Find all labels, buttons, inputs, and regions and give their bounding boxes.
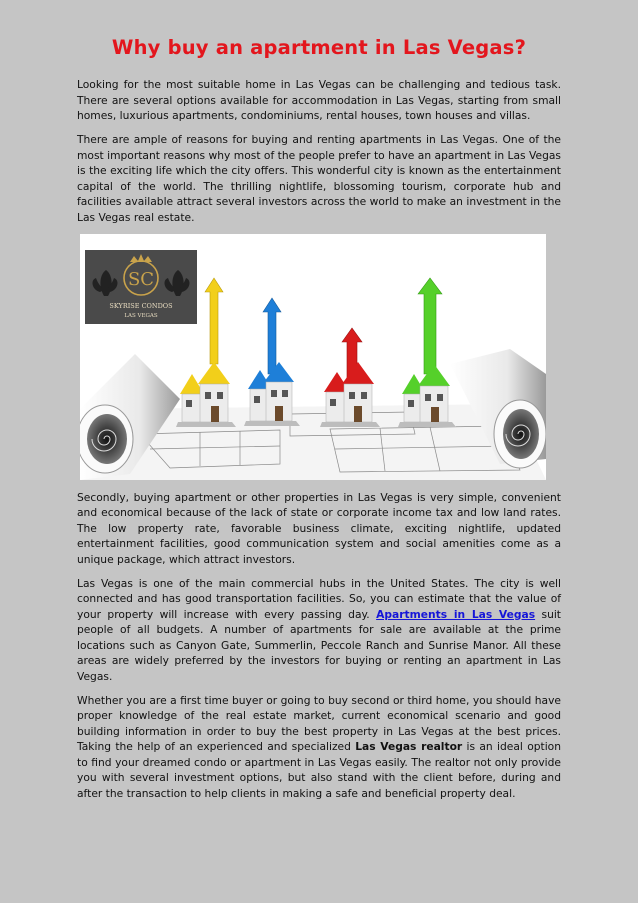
paragraph-reasons: There are ample of reasons for buying and renting apartments in Las Vegas. One of the most important reasons why most of the people prefer to have an apartment in Las Vegas is the exciting life which the city offers. This wonderful city is known as the entertainment capital of the world. The thrilling nightlife, blossoming tourism, corporate hub and facilities available attract several investors across the world to make an investment in the Las Vegas real estate. — [77, 133, 561, 224]
blue-house-with-arrow — [244, 298, 300, 426]
logo-line2: LAS VEGAS — [124, 312, 158, 319]
apartments-in-las-vegas-link[interactable]: Apartments in Las Vegas — [376, 607, 536, 621]
paragraph-commercial-hub — [77, 576, 561, 685]
real-estate-illustration — [80, 234, 546, 480]
paragraph-realtor — [77, 693, 561, 802]
p4-text-before: Las Vegas is one of the main commercial hubs in the United States. The city is well connected and has good transportation facilities. So, you can estimate that the value of your property will increase with every passing day. — [77, 576, 561, 621]
houses-arrows-image — [80, 234, 546, 480]
red-house-with-arrow — [320, 328, 380, 427]
p5-text-after: is an ideal option to find your dreamed condo or apartment in Las Vegas easily. The realtor not only provide you with several investment options, but also stand with the client before, during and after the transaction to help clients in making a safe and beneficial property deal. — [77, 740, 561, 800]
paragraph-secondly: Secondly, buying apartment or other properties in Las Vegas is very simple, convenient and economical because of the lack of state or corporate income tax and low land rates. The low property rate, favorable business climate, exciting nightlife, updated entertainment facilities, good communication system and social amenities come as a unique package, which attract investors. — [77, 490, 561, 566]
logo-monogram: SC — [127, 268, 155, 290]
p5-text-before: Whether you are a first time buyer or going to buy second or third home, you should have proper knowledge of the real estate market, current economical scenario and good building information in order to buy the best property in Las Vegas at the best prices. Taking the help of an experienced and specialized — [77, 693, 561, 753]
green-house-with-arrow — [398, 278, 456, 427]
logo-line1: SKYRISE CONDOS — [109, 301, 173, 310]
paragraph-intro: Looking for the most suitable home in Las Vegas can be challenging and tedious task. There are several options available for accommodation in Las Vegas, starting from small homes, luxurious apartments, condominiums, rental houses, town houses and villas. — [77, 78, 561, 122]
las-vegas-realtor-bold: Las Vegas realtor — [355, 740, 463, 753]
skyrise-condos-logo — [85, 250, 197, 324]
p4-text-after: suit people of all budgets. A number of apartments for sale are available at the prime locations such as Canyon Gate, Summerlin, Peccole Ranch and Sunrise Manor. All these areas are widely preferred by the investors for buying or renting an apartment in Las Vegas. — [77, 607, 561, 683]
page-title: Why buy an apartment in Las Vegas? — [111, 36, 527, 59]
